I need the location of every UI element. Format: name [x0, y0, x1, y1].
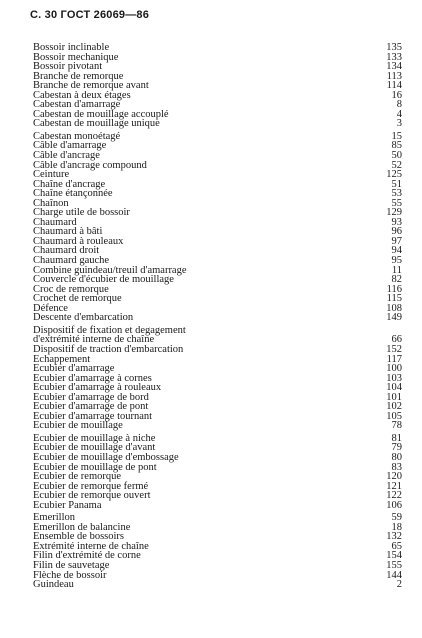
index-page-number: 80 — [391, 451, 402, 463]
index-page-number: 122 — [386, 490, 402, 502]
index-term: Défence — [33, 302, 68, 314]
index-term: Dispositif de traction d'embarcation — [33, 343, 184, 355]
index-entry — [33, 501, 402, 511]
index-page-number: 53 — [391, 188, 402, 200]
index-term: Chaumard gauche — [33, 255, 110, 267]
index-term: Echappement — [33, 353, 91, 365]
index-page-number: 95 — [391, 255, 402, 267]
index-page-number: 108 — [386, 302, 402, 314]
index-page-number: 117 — [386, 353, 402, 365]
index-page-number: 155 — [386, 559, 402, 571]
index-page-number: 133 — [386, 51, 402, 63]
index-term: Descente d'embarcation — [33, 312, 134, 324]
index-term: Ecubier de mouillage — [33, 420, 123, 432]
index-page-number: 15 — [391, 130, 402, 142]
index-term: Ecubier de mouillage de pont — [33, 461, 157, 473]
index-page-number: 103 — [386, 372, 402, 384]
index-page-number: 11 — [391, 264, 402, 276]
index-page-number: 104 — [386, 382, 402, 394]
index-page-number: 78 — [391, 420, 402, 432]
index-term: Filin d'extrémité de corne — [33, 550, 141, 562]
index-entry — [33, 571, 402, 581]
index-page-number: 97 — [391, 235, 402, 247]
index-term: Filin de sauvetage — [33, 559, 110, 571]
index-term: Bossoir pivotant — [33, 61, 103, 73]
index-entry — [33, 119, 402, 129]
index-page-number: 121 — [386, 480, 402, 492]
index-page-number: 149 — [386, 312, 402, 324]
index-entry — [33, 421, 402, 431]
index-page-number: 106 — [386, 499, 402, 511]
index-page-number: 100 — [386, 363, 402, 375]
index-term: Bossoir inclinable — [33, 42, 110, 53]
index-page-number: 83 — [391, 461, 402, 473]
index-term: Câble d'amarrage — [33, 140, 107, 152]
index-page-number: 3 — [396, 118, 402, 130]
index-page-number: 18 — [391, 521, 402, 533]
index-term: Chaumard droit — [33, 245, 100, 257]
index-term: Couvercle d'écubier de mouillage — [33, 274, 174, 286]
index-term: Branche de remorque avant — [33, 80, 149, 92]
index-term: Branche de remorque — [33, 70, 124, 82]
index-term: Ceinture — [33, 169, 70, 181]
index-term: Guindeau — [33, 579, 74, 591]
index-term: Dispositif de fixation et degagement d'extrémité interne de chaîne — [33, 324, 186, 346]
index-term: Ecubier d'amarrage à cornes — [33, 372, 152, 384]
index-term: Emerillon de balancine — [33, 521, 131, 533]
index-term: Ecubier de remorque fermé — [33, 480, 149, 492]
index-term: Ecubier Panama — [33, 499, 102, 511]
index-term: Cabestan à deux étages — [33, 89, 131, 101]
index-page-number: 85 — [391, 140, 402, 152]
index-page-number: 59 — [391, 512, 402, 524]
index-page-number: 116 — [386, 283, 402, 295]
index-page-number: 125 — [386, 169, 402, 181]
index-term: Ecubier de mouillage à niche — [33, 432, 156, 444]
index-term: Ecubier d'amarrage tournant — [33, 410, 153, 422]
index-term: Chaîne étançonnée — [33, 188, 113, 200]
page-header: С. 30 ГОСТ 26069—86 — [30, 9, 150, 21]
index-page-number: 144 — [386, 569, 402, 581]
index-page-number: 113 — [386, 70, 402, 82]
index-entry — [33, 580, 402, 590]
index-term: Ecubier d'amarrage à rouleaux — [33, 382, 162, 394]
index-term: Câble d'ancrage — [33, 150, 100, 162]
index-page-number: 16 — [391, 89, 402, 101]
index-entry — [33, 189, 402, 199]
index-term: Chaîne d'ancrage — [33, 178, 106, 190]
index-term: Câble d'ancrage compound — [33, 159, 147, 171]
index-page-number: 135 — [386, 42, 402, 53]
index-page-number: 120 — [386, 471, 402, 483]
index-term: Chaînon — [33, 197, 69, 209]
index-page-number: 8 — [396, 99, 402, 111]
index-term: Ecubier d'amarrage de bord — [33, 391, 149, 403]
index-page-number: 129 — [386, 207, 402, 219]
index-page-number: 51 — [391, 178, 402, 190]
index-page-number: 2 — [396, 579, 402, 591]
index-page-number: 134 — [386, 61, 402, 73]
index-term: Ecubier d'amarrage — [33, 363, 115, 375]
index-entry — [33, 313, 402, 323]
index-page-number: 81 — [391, 432, 402, 444]
index-term: Croc de remorque — [33, 283, 109, 295]
index-term: Cabestan de mouillage accouplé — [33, 108, 169, 120]
index-page-number: 102 — [386, 401, 402, 413]
index-term: Bossoir mechanique — [33, 51, 119, 63]
index-term: Ecubier de remorque — [33, 471, 122, 483]
index-entry — [33, 294, 402, 304]
index-page-number: 4 — [396, 108, 402, 120]
index-term: Chaumard — [33, 216, 77, 228]
index-list — [33, 43, 402, 590]
index-page-number: 55 — [391, 197, 402, 209]
index-page-number: 101 — [386, 391, 402, 403]
index-page-number: 152 — [386, 343, 402, 355]
index-term: Ecubier de mouillage d'avant — [33, 442, 156, 454]
index-page-number: 154 — [386, 550, 402, 562]
index-page-number: 93 — [391, 216, 402, 228]
index-term: Cabestan de mouillage unique — [33, 118, 160, 130]
index-term: Flèche de bossoir — [33, 569, 107, 581]
index-page-number: 65 — [391, 540, 402, 552]
index-term: Cabestan monoétagé — [33, 130, 121, 142]
index-entry — [33, 208, 402, 218]
index-term: Crochet de remorque — [33, 293, 122, 305]
index-page-number: 79 — [391, 442, 402, 454]
index-page-number: 105 — [386, 410, 402, 422]
index-page-number: 52 — [391, 159, 402, 171]
index-page-number: 96 — [391, 226, 402, 238]
index-term: Chaumard à bâti — [33, 226, 103, 238]
index-term: Extrémité interne de chaîne — [33, 540, 149, 552]
index-page-number: 115 — [386, 293, 402, 305]
index-page-number: 132 — [386, 531, 402, 543]
index-term: Ensemble de bossoirs — [33, 531, 124, 543]
index-term: Combine guindeau/treuil d'amarrage — [33, 264, 187, 276]
index-term: Cabestan d'amarrage — [33, 99, 121, 111]
index-term: Emerillon — [33, 512, 75, 524]
index-page-number: 50 — [391, 150, 402, 162]
index-term: Ecubier d'amarrage de pont — [33, 401, 149, 413]
index-term: Chaumard à rouleaux — [33, 235, 124, 247]
index-term: Charge utile de bossoir — [33, 207, 130, 219]
index-page-number: 82 — [391, 274, 402, 286]
index-page-number: 66 — [391, 334, 402, 346]
index-page-number: 114 — [386, 80, 402, 92]
index-entry — [33, 326, 402, 345]
index-page-number: 94 — [391, 245, 402, 257]
index-term: Ecubier de remorque ouvert — [33, 490, 151, 502]
index-term: Ecubier de mouillage d'embossage — [33, 451, 179, 463]
index-entry — [33, 161, 402, 171]
